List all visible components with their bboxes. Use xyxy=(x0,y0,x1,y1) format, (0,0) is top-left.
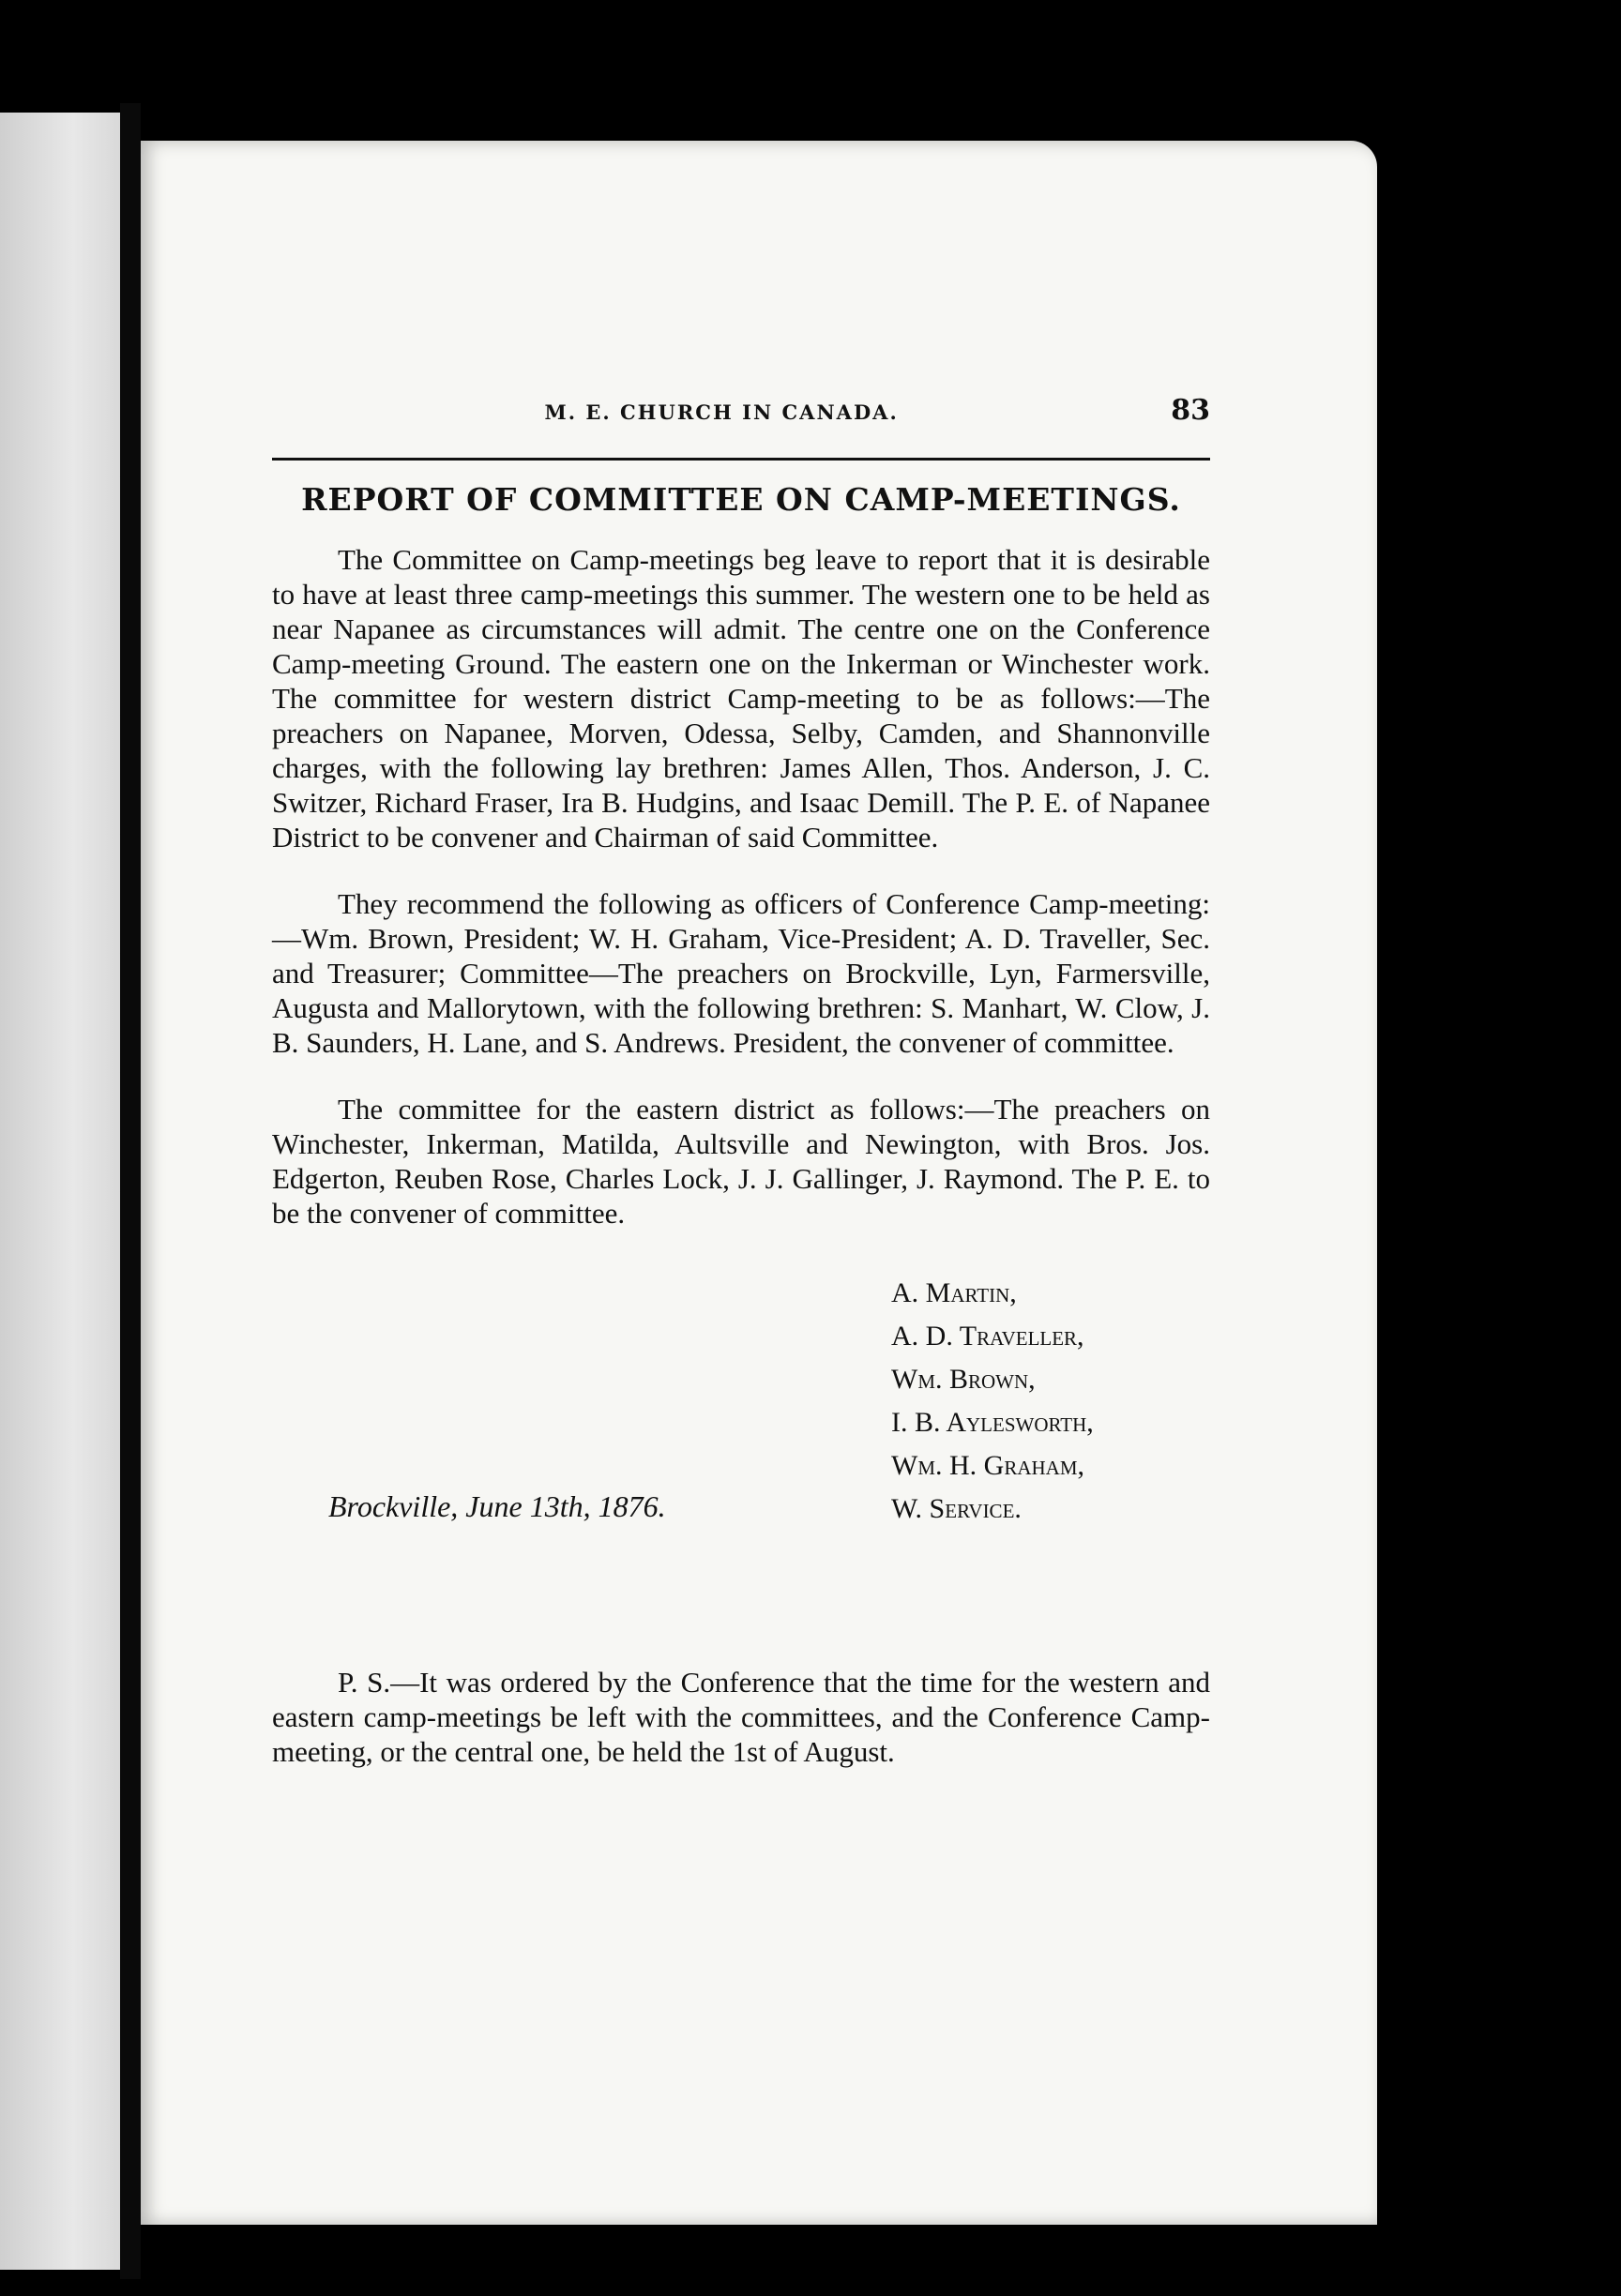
running-head xyxy=(272,394,1210,450)
signatory: A. Martin, xyxy=(891,1277,1017,1308)
signatory: W. Service. xyxy=(891,1493,1022,1524)
book-page xyxy=(141,141,1377,2225)
signatory: I. B. Aylesworth, xyxy=(891,1407,1094,1438)
header-rule xyxy=(272,458,1210,461)
page-number: 83 xyxy=(1171,394,1210,427)
paragraph-eastern: The committee for the eastern district as follows:—The preachers on Winchester, Inkerman, Matilda, Aultsville and Newington, with Bros. Jos. Edgerton, Reuben Rose, Charles Lock, J. J. Gallinger, J. Raymond. The P. E. to be the convener of committee. xyxy=(272,1093,1210,1230)
paragraph-conference-officers: They recommend the following as officers of Conference Camp-meeting:—Wm. Brown, President; W. H. Graham, Vice-President; A. D. Traveller, Sec. and Treasurer; Committee—The preachers on Brockville, Lyn, Farmersville, Augusta and Mallorytown, with the following brethren: S. Manhart, W. Clow, J. B. Saunders, H. Lane, and S. Andrews. President, the convener of committee. xyxy=(272,887,1210,1059)
running-title: M. E. CHURCH IN CANADA. xyxy=(544,400,899,424)
signatory: Wm. H. Graham, xyxy=(891,1450,1084,1481)
place-date: Brockville, June 13th, 1876. xyxy=(328,1489,666,1523)
postscript: P. S.—It was ordered by the Conference that the time for the western and eastern camp-meetings be left with the committees, and the Conference Camp-meeting, or the central one, be held the 1st of August. xyxy=(272,1666,1210,1768)
signatory: A. D. Traveller, xyxy=(891,1321,1084,1352)
signatory: Wm. Brown, xyxy=(891,1364,1036,1395)
facing-page-edge xyxy=(0,113,122,2270)
book-gutter xyxy=(120,103,141,2279)
page-content xyxy=(272,394,1210,1798)
paragraph-western: The Committee on Camp-meetings beg leave to report that it is desirable to have at least three camp-meetings this summer. The western one to be held as near Napanee as circumstances will admit. The centre one on the Conference Camp-meeting Ground. The eastern one on the Inkerman or Winchester work. The committee for western district Camp-meeting to be as follows:—The preachers on Napanee, Morven, Odessa, Selby, Camden, and Shannonville charges, with the following lay brethren: James Allen, Thos. Anderson, J. C. Switzer, Richard Fraser, Ira B. Hudgins, and Isaac Demill. The P. E. of Napanee District to be convener and Chairman of said Committee. xyxy=(272,543,1210,853)
report-heading: REPORT OF COMMITTEE ON CAMP-MEETINGS. xyxy=(301,481,1181,518)
